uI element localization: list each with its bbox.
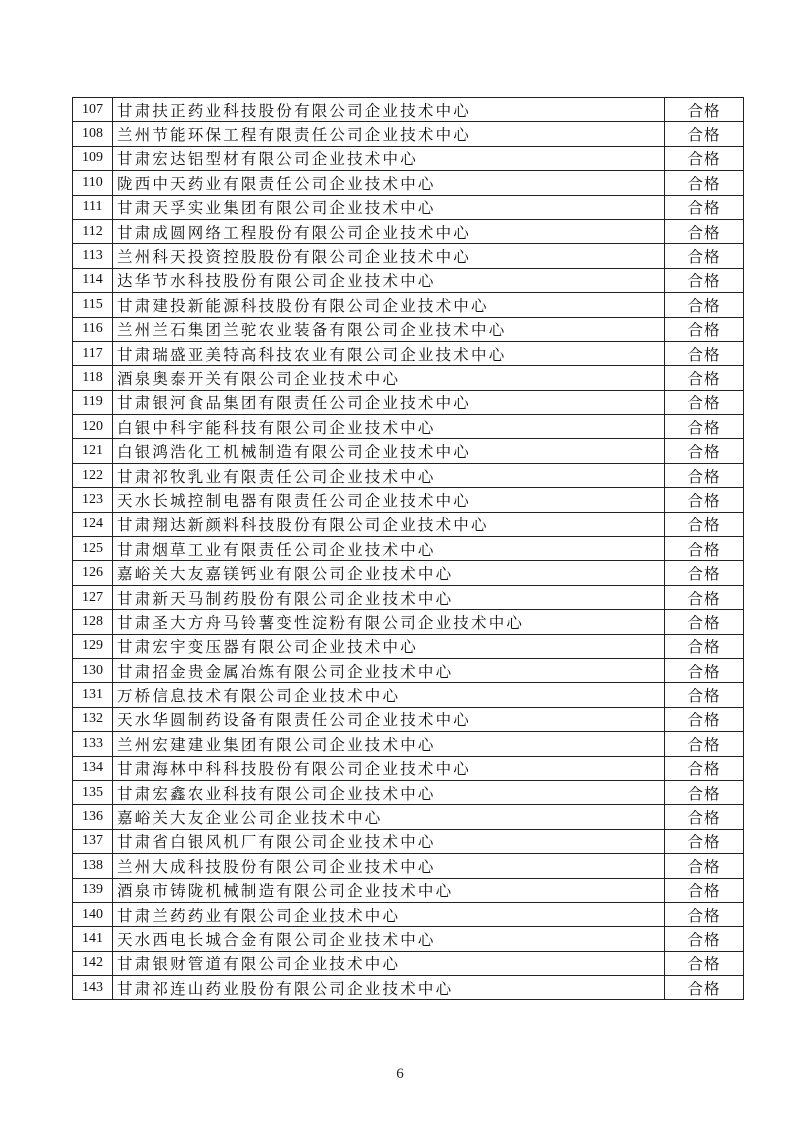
- evaluation-result: 合格: [665, 268, 744, 292]
- company-name: 甘肃烟草工业有限责任公司企业技术中心: [113, 537, 665, 561]
- row-number: 130: [73, 658, 113, 682]
- table-row: [73, 293, 744, 317]
- table-row: [73, 854, 744, 878]
- row-number: 142: [73, 951, 113, 975]
- row-number: 113: [73, 244, 113, 268]
- company-name: 甘肃成圆网络工程股份有限公司企业技术中心: [113, 219, 665, 243]
- row-number: 141: [73, 927, 113, 951]
- company-name: 达华节水科技股份有限公司企业技术中心: [113, 268, 665, 292]
- row-number: 107: [73, 98, 113, 122]
- row-number: 120: [73, 415, 113, 439]
- table-row: [73, 512, 744, 536]
- company-name: 甘肃宏鑫农业科技有限公司企业技术中心: [113, 780, 665, 804]
- evaluation-table: [72, 97, 744, 1000]
- table-row: [73, 805, 744, 829]
- company-name: 甘肃宏达铝型材有限公司企业技术中心: [113, 146, 665, 170]
- row-number: 128: [73, 610, 113, 634]
- table-row: [73, 268, 744, 292]
- evaluation-result: 合格: [665, 244, 744, 268]
- row-number: 137: [73, 829, 113, 853]
- table-row: [73, 98, 744, 122]
- company-name: 甘肃银河食品集团有限责任公司企业技术中心: [113, 390, 665, 414]
- evaluation-result: 合格: [665, 415, 744, 439]
- row-number: 134: [73, 756, 113, 780]
- company-name: 兰州大成科技股份有限公司企业技术中心: [113, 854, 665, 878]
- row-number: 133: [73, 732, 113, 756]
- table-row: [73, 561, 744, 585]
- row-number: 127: [73, 585, 113, 609]
- row-number: 140: [73, 902, 113, 926]
- row-number: 135: [73, 780, 113, 804]
- evaluation-result: 合格: [665, 390, 744, 414]
- evaluation-result: 合格: [665, 366, 744, 390]
- table-row: [73, 951, 744, 975]
- table-body: [73, 98, 744, 1000]
- evaluation-result: 合格: [665, 951, 744, 975]
- company-name: 天水西电长城合金有限公司企业技术中心: [113, 927, 665, 951]
- table-row: [73, 927, 744, 951]
- evaluation-result: 合格: [665, 585, 744, 609]
- table-row: [73, 146, 744, 170]
- table-row: [73, 878, 744, 902]
- row-number: 108: [73, 122, 113, 146]
- table-row: [73, 683, 744, 707]
- evaluation-result: 合格: [665, 780, 744, 804]
- row-number: 109: [73, 146, 113, 170]
- table-row: [73, 366, 744, 390]
- row-number: 112: [73, 219, 113, 243]
- row-number: 119: [73, 390, 113, 414]
- evaluation-result: 合格: [665, 805, 744, 829]
- company-name: 陇西中天药业有限责任公司企业技术中心: [113, 171, 665, 195]
- table-row: [73, 610, 744, 634]
- table-row: [73, 488, 744, 512]
- evaluation-result: 合格: [665, 732, 744, 756]
- table-row: [73, 122, 744, 146]
- evaluation-result: 合格: [665, 341, 744, 365]
- table-row: [73, 219, 744, 243]
- company-name: 甘肃银财管道有限公司企业技术中心: [113, 951, 665, 975]
- company-name: 甘肃海林中科科技股份有限公司企业技术中心: [113, 756, 665, 780]
- evaluation-result: 合格: [665, 878, 744, 902]
- table-row: [73, 829, 744, 853]
- evaluation-result: 合格: [665, 122, 744, 146]
- table-row: [73, 439, 744, 463]
- evaluation-result: 合格: [665, 98, 744, 122]
- evaluation-result: 合格: [665, 512, 744, 536]
- row-number: 132: [73, 707, 113, 731]
- evaluation-result: 合格: [665, 171, 744, 195]
- table-row: [73, 780, 744, 804]
- company-name: 甘肃扶正药业科技股份有限公司企业技术中心: [113, 98, 665, 122]
- company-name: 甘肃祁牧乳业有限责任公司企业技术中心: [113, 463, 665, 487]
- row-number: 122: [73, 463, 113, 487]
- evaluation-result: 合格: [665, 927, 744, 951]
- evaluation-result: 合格: [665, 439, 744, 463]
- row-number: 116: [73, 317, 113, 341]
- evaluation-result: 合格: [665, 219, 744, 243]
- evaluation-result: 合格: [665, 195, 744, 219]
- evaluation-result: 合格: [665, 902, 744, 926]
- company-name: 兰州科天投资控股股份有限公司企业技术中心: [113, 244, 665, 268]
- row-number: 126: [73, 561, 113, 585]
- evaluation-result: 合格: [665, 658, 744, 682]
- evaluation-result: 合格: [665, 829, 744, 853]
- table-row: [73, 415, 744, 439]
- row-number: 110: [73, 171, 113, 195]
- company-name: 甘肃兰药药业有限公司企业技术中心: [113, 902, 665, 926]
- company-name: 嘉峪关大友嘉镁钙业有限公司企业技术中心: [113, 561, 665, 585]
- company-name: 天水华圆制药设备有限责任公司企业技术中心: [113, 707, 665, 731]
- row-number: 125: [73, 537, 113, 561]
- evaluation-result: 合格: [665, 707, 744, 731]
- company-name: 甘肃瑞盛亚美特高科技农业有限公司企业技术中心: [113, 341, 665, 365]
- table-row: [73, 976, 744, 1000]
- evaluation-result: 合格: [665, 854, 744, 878]
- company-name: 甘肃新天马制药股份有限公司企业技术中心: [113, 585, 665, 609]
- table-row: [73, 707, 744, 731]
- company-name: 甘肃圣大方舟马铃薯变性淀粉有限公司企业技术中心: [113, 610, 665, 634]
- row-number: 115: [73, 293, 113, 317]
- row-number: 124: [73, 512, 113, 536]
- evaluation-result: 合格: [665, 976, 744, 1000]
- evaluation-result: 合格: [665, 634, 744, 658]
- row-number: 114: [73, 268, 113, 292]
- table-row: [73, 902, 744, 926]
- company-name: 白银中科宇能科技有限公司企业技术中心: [113, 415, 665, 439]
- evaluation-result: 合格: [665, 463, 744, 487]
- row-number: 136: [73, 805, 113, 829]
- table-row: [73, 585, 744, 609]
- table-row: [73, 317, 744, 341]
- company-name: 甘肃省白银风机厂有限公司企业技术中心: [113, 829, 665, 853]
- page-number: 6: [396, 1066, 404, 1082]
- table-row: [73, 171, 744, 195]
- row-number: 131: [73, 683, 113, 707]
- table-row: [73, 634, 744, 658]
- row-number: 138: [73, 854, 113, 878]
- row-number: 121: [73, 439, 113, 463]
- company-name: 天水长城控制电器有限责任公司企业技术中心: [113, 488, 665, 512]
- table-row: [73, 732, 744, 756]
- row-number: 143: [73, 976, 113, 1000]
- company-name: 甘肃天孚实业集团有限公司企业技术中心: [113, 195, 665, 219]
- table-row: [73, 195, 744, 219]
- company-name: 甘肃招金贵金属冶炼有限公司企业技术中心: [113, 658, 665, 682]
- company-name: 兰州兰石集团兰驼农业装备有限公司企业技术中心: [113, 317, 665, 341]
- company-name: 甘肃建投新能源科技股份有限公司企业技术中心: [113, 293, 665, 317]
- company-name: 酒泉奥泰开关有限公司企业技术中心: [113, 366, 665, 390]
- company-name: 酒泉市铸陇机械制造有限公司企业技术中心: [113, 878, 665, 902]
- table-row: [73, 756, 744, 780]
- row-number: 118: [73, 366, 113, 390]
- row-number: 129: [73, 634, 113, 658]
- row-number: 111: [73, 195, 113, 219]
- table-row: [73, 463, 744, 487]
- company-name: 甘肃祁连山药业股份有限公司企业技术中心: [113, 976, 665, 1000]
- table-row: [73, 390, 744, 414]
- evaluation-result: 合格: [665, 610, 744, 634]
- company-name: 万桥信息技术有限公司企业技术中心: [113, 683, 665, 707]
- company-name: 兰州节能环保工程有限责任公司企业技术中心: [113, 122, 665, 146]
- company-name: 白银鸿浩化工机械制造有限公司企业技术中心: [113, 439, 665, 463]
- row-number: 139: [73, 878, 113, 902]
- evaluation-result: 合格: [665, 561, 744, 585]
- company-name: 兰州宏建建业集团有限公司企业技术中心: [113, 732, 665, 756]
- evaluation-result: 合格: [665, 317, 744, 341]
- evaluation-result: 合格: [665, 488, 744, 512]
- row-number: 117: [73, 341, 113, 365]
- evaluation-result: 合格: [665, 683, 744, 707]
- table-row: [73, 341, 744, 365]
- company-name: 甘肃宏宇变压器有限公司企业技术中心: [113, 634, 665, 658]
- row-number: 123: [73, 488, 113, 512]
- evaluation-result: 合格: [665, 756, 744, 780]
- table-row: [73, 658, 744, 682]
- table-row: [73, 537, 744, 561]
- table-row: [73, 244, 744, 268]
- company-name: 嘉峪关大友企业公司企业技术中心: [113, 805, 665, 829]
- evaluation-result: 合格: [665, 293, 744, 317]
- evaluation-result: 合格: [665, 146, 744, 170]
- evaluation-result: 合格: [665, 537, 744, 561]
- company-name: 甘肃翔达新颜料科技股份有限公司企业技术中心: [113, 512, 665, 536]
